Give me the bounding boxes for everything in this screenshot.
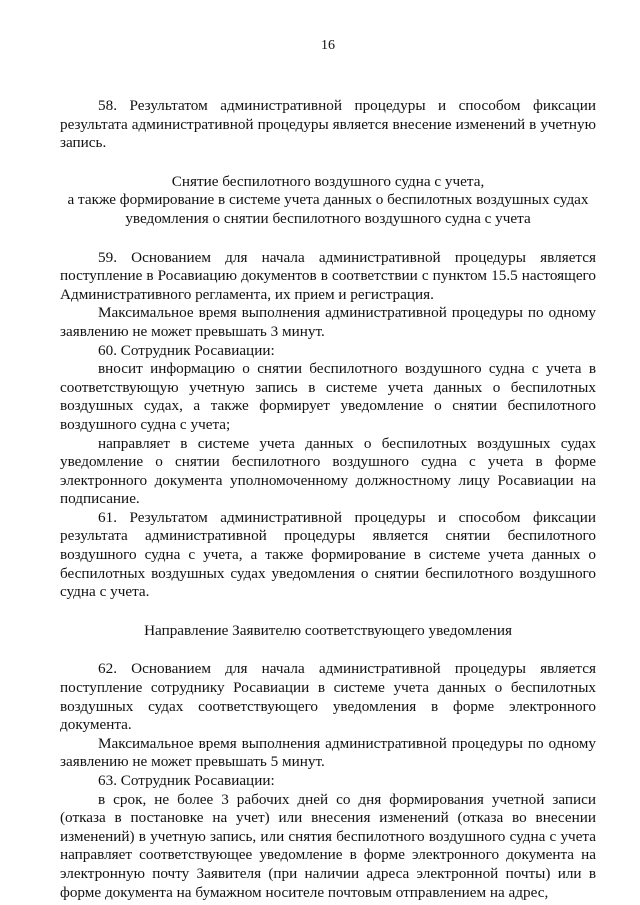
paragraph-60-item-a: вносит информацию о снятии беспилотного воздушного судна с учета в соответствующую учетную запись в системе учета данных о беспилотных воздушных судах, а также формирует уведомление о снятии беспилотного воздушного судна с учета; bbox=[60, 360, 596, 433]
heading-line: уведомления о снятии беспилотного воздушного судна с учета bbox=[125, 209, 531, 227]
paragraph-62-max-time: Максимальное время выполнения административной процедуры по одному заявлению не может превышать 5 минут. bbox=[60, 734, 596, 771]
paragraph-63: 63. Сотрудник Росавиации: bbox=[98, 772, 275, 789]
heading-line: а также формирование в системе учета данных о беспилотных воздушных судах bbox=[67, 191, 589, 209]
section-heading-notification: Направление Заявителю соответствующего уведомления bbox=[144, 621, 512, 639]
page-number: 16 bbox=[321, 38, 335, 53]
paragraph-59-max-time: Максимальное время выполнения административной процедуры по одному заявлению не может превышать 3 минут. bbox=[60, 304, 596, 340]
document-body bbox=[60, 97, 596, 902]
paragraph-60-item-b: направляет в системе учета данных о беспилотных воздушных судах уведомление о снятии беспилотного воздушного судна с учета в форме электронного документа уполномоченному должностному лицу Росавиации на подписание. bbox=[60, 434, 596, 508]
paragraph-61: 61. Результатом административной процедуры и способом фиксации результата административной процедуры является снятии беспилотного воздушного судна с учета, а также формирование в системе учета данных о беспилотных воздушных судах уведомления о снятии беспилотного воздушного судна с учета. bbox=[60, 508, 596, 601]
paragraph-58: 58. Результатом административной процедуры и способом фиксации результата административной процедуры является внесение изменений в учетную запись. bbox=[60, 97, 596, 152]
paragraph-59: 59. Основанием для начала административной процедуры является поступление в Росавиацию документов в соответствии с пунктом 15.5 настоящего Административного регламента, их прием и регистрация. bbox=[60, 248, 596, 303]
heading-line: Снятие беспилотного воздушного судна с учета, bbox=[171, 172, 485, 190]
paragraph-60: 60. Сотрудник Росавиации: bbox=[98, 341, 275, 359]
paragraph-62: 62. Основанием для начала административной процедуры является поступление сотруднику Росавиации в системе учета данных о беспилотных воздушных судах соответствующего уведомления в форме электронного документа. bbox=[60, 660, 596, 734]
paragraph-63-item-a: в срок, не более 3 рабочих дней со дня формирования учетной записи (отказа в постановке на учет) или внесения изменений (отказа во внесении изменений) в учетную запись, или снятия беспилотного воздушного судна с учета направляет соответствующее уведомление в форме электронного документа на электронную почту Заявителя (при наличии адреса электронной почты) или в форме документа на бумажном носителе почтовым отправлением на адрес, bbox=[60, 790, 596, 901]
section-heading-deregistration bbox=[60, 173, 596, 229]
